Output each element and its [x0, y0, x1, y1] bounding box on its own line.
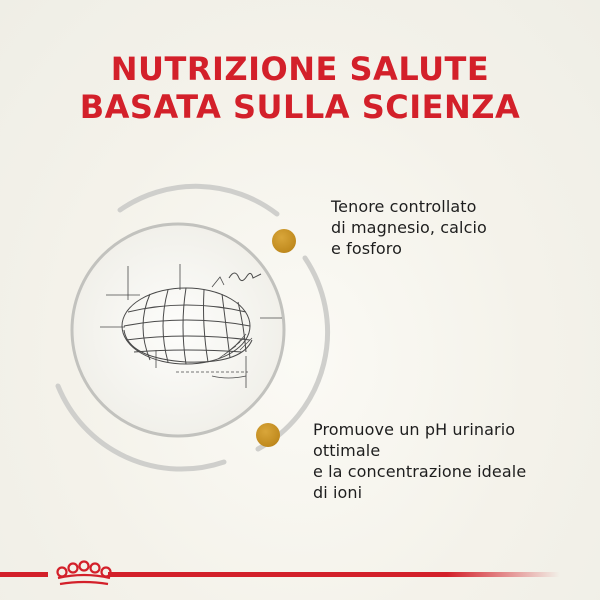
benefit-2-line-1: Promuove un pH urinario: [313, 420, 516, 439]
benefit-2-line-3: e la concentrazione ideale: [313, 462, 527, 481]
benefit-1-line-2: di magnesio, calcio: [331, 218, 487, 237]
headline-line-1: NUTRIZIONE SALUTE: [110, 50, 490, 88]
benefit-2-line-2: ottimale: [313, 441, 381, 460]
inner-disc-icon: [72, 224, 284, 436]
benefit-caption-1: [331, 196, 531, 259]
gold-dot-icon: [272, 229, 296, 253]
royal-crown-logo: [58, 562, 111, 585]
benefit-2-line-4: di ioni: [313, 483, 363, 502]
headline-line-2: BASATA SULLA SCIENZA: [79, 88, 521, 126]
benefit-caption-2: [313, 419, 583, 503]
benefit-1-line-1: Tenore controllato: [331, 197, 477, 216]
benefit-1-line-3: e fosforo: [331, 239, 403, 258]
gold-dot-icon: [256, 423, 280, 447]
